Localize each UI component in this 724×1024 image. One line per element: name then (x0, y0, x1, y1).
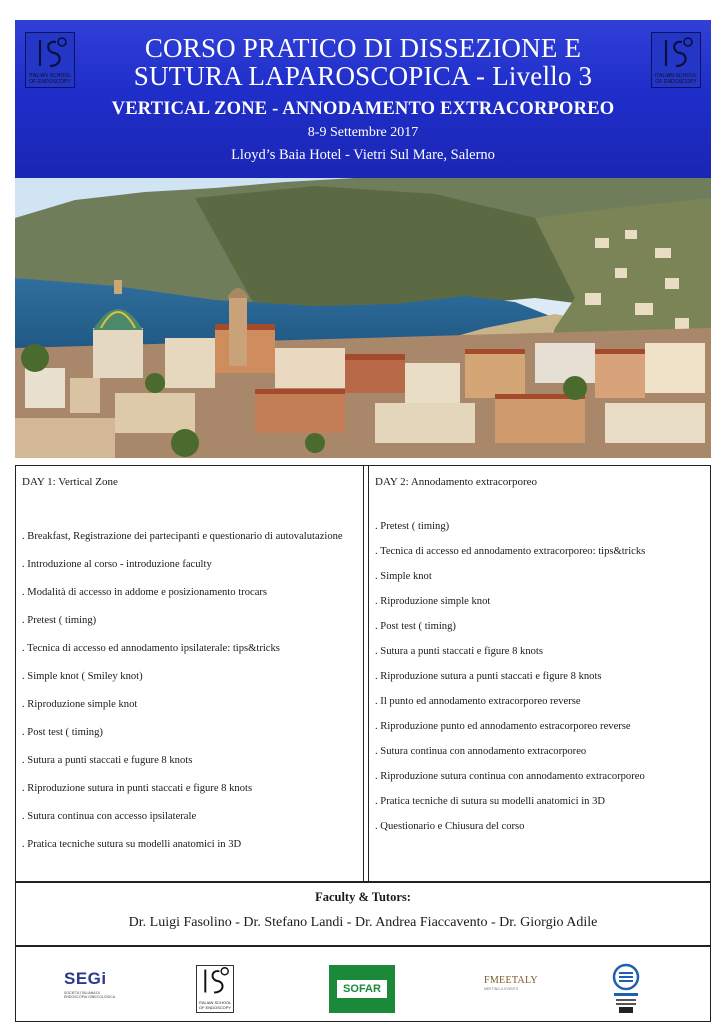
list-item: . Post test ( timing) (375, 621, 456, 632)
day2-items (375, 520, 704, 845)
cermet-logo-graphic (608, 963, 644, 1015)
sofar-logo-text: SOFAR (337, 980, 387, 998)
segi-logo-text: SEGi (64, 969, 107, 988)
day2-column (368, 466, 710, 881)
course-dates: 8-9 Settembre 2017 (307, 125, 419, 140)
segi-logo-subtext: SOCIETÀ ITALIANA DI ENDOSCOPIA GINECOLOGICA (64, 991, 116, 999)
ise-logo-icon (32, 36, 70, 70)
faculty-title: Faculty & Tutors: (315, 890, 411, 904)
schedule-table (15, 465, 711, 882)
ise-logo-text-line1: ITALIAN SCHOOL (198, 1000, 232, 1005)
header-banner (15, 20, 711, 178)
list-item: . Riproduzione punto ed annodamento estracorporeo reverse (375, 721, 631, 732)
landscape-illustration (15, 178, 711, 458)
list-item: . Riproduzione sutura continua con annodamento extracorporeo (375, 771, 645, 782)
list-item: . Simple knot ( Smiley knot) (22, 671, 143, 682)
day1-column (16, 466, 364, 881)
ise-logo-icon (658, 36, 696, 70)
course-title-line2: SUTURA LAPAROSCOPICA - Livello 3 (133, 61, 593, 91)
list-item: . Questionario e Chiusura del corso (375, 821, 525, 832)
list-item: . Riproduzione simple knot (22, 699, 138, 710)
sponsor-logos (15, 946, 711, 1022)
list-item: . Sutura a punti staccati e figure 8 knots (375, 646, 543, 657)
list-item: . Tecnica di accesso ed annodamento ipsilaterale: tips&tricks (22, 643, 280, 654)
list-item: . Sutura continua con accesso ipsilaterale (22, 811, 197, 822)
list-item: . Tecnica di accesso ed annodamento extracorporeo: tips&tricks (375, 546, 646, 557)
list-item: . Breakfast, Registrazione dei partecipanti e questionario di autovalutazione (22, 531, 343, 542)
list-item: . Pretest ( timing) (375, 521, 450, 532)
faculty-section (15, 882, 711, 946)
amalfi-coast-photo (15, 178, 711, 458)
day2-title: DAY 2: Annodamento extracorporeo (375, 476, 538, 488)
course-venue: Lloyd’s Baia Hotel - Vietri Sul Mare, Salerno (231, 147, 495, 163)
list-item: . Pratica tecniche sutura su modelli anatomici in 3D (22, 839, 242, 850)
list-item: . Riproduzione sutura in punti staccati e figure 8 knots (22, 783, 253, 794)
fmeetaly-logo-text: FMEETALY (484, 975, 538, 986)
course-title-line1: CORSO PRATICO DI DISSEZIONE E (144, 33, 582, 63)
day1-items (22, 530, 357, 866)
ise-logo-text (198, 1000, 232, 1010)
list-item: . Riproduzione simple knot (375, 596, 491, 607)
fmeetaly-logo-subtext: MEETING & EVENTS (484, 987, 519, 991)
ise-logo-text-line2: OF ENDOSCOPY (655, 79, 697, 85)
ise-logo-text (27, 73, 73, 85)
list-item: . Pratica tecniche di sutura su modelli anatomici in 3D (375, 796, 606, 807)
list-item: . Post test ( timing) (22, 727, 103, 738)
ise-logo-icon (197, 966, 233, 996)
list-item: . Il punto ed annodamento extracorporeo reverse (375, 696, 581, 707)
list-item: . Introduzione al corso - introduzione faculty (22, 559, 212, 570)
segi-logo (64, 969, 122, 1003)
ise-logo-right (651, 32, 701, 88)
ise-logo-text-line2: OF ENDOSCOPY (198, 1005, 232, 1010)
fmeetaly-logo (484, 973, 536, 995)
ise-logo (196, 965, 234, 1013)
ise-logo-left (25, 32, 75, 88)
list-item: . Sutura continua con annodamento extracorporeo (375, 746, 587, 757)
list-item: . Simple knot (375, 571, 432, 582)
list-item: . Modalità di accesso in addome e posizionamento trocars (22, 587, 268, 598)
list-item: . Sutura a punti staccati e fugure 8 knots (22, 755, 193, 766)
ise-logo-text-line2: OF ENDOSCOPY (29, 79, 71, 85)
list-item: . Riproduzione sutura a punti staccati e figure 8 knots (375, 671, 602, 682)
course-subtitle: VERTICAL ZONE - ANNODAMENTO EXTRACORPOREO (111, 99, 615, 119)
ise-logo-text (653, 73, 699, 85)
faculty-names: Dr. Luigi Fasolino - Dr. Stefano Landi - Dr. Andrea Fiaccavento - Dr. Giorgio Adile (128, 915, 598, 930)
ise-logo-text-line1: ITALIAN SCHOOL (28, 73, 72, 79)
list-item: . Pretest ( timing) (22, 615, 97, 626)
cermet-certification-icon (608, 963, 644, 1015)
ise-logo-text-line1: ITALIAN SCHOOL (654, 73, 698, 79)
sofar-logo (329, 965, 395, 1013)
day1-title: DAY 1: Vertical Zone (22, 476, 118, 488)
